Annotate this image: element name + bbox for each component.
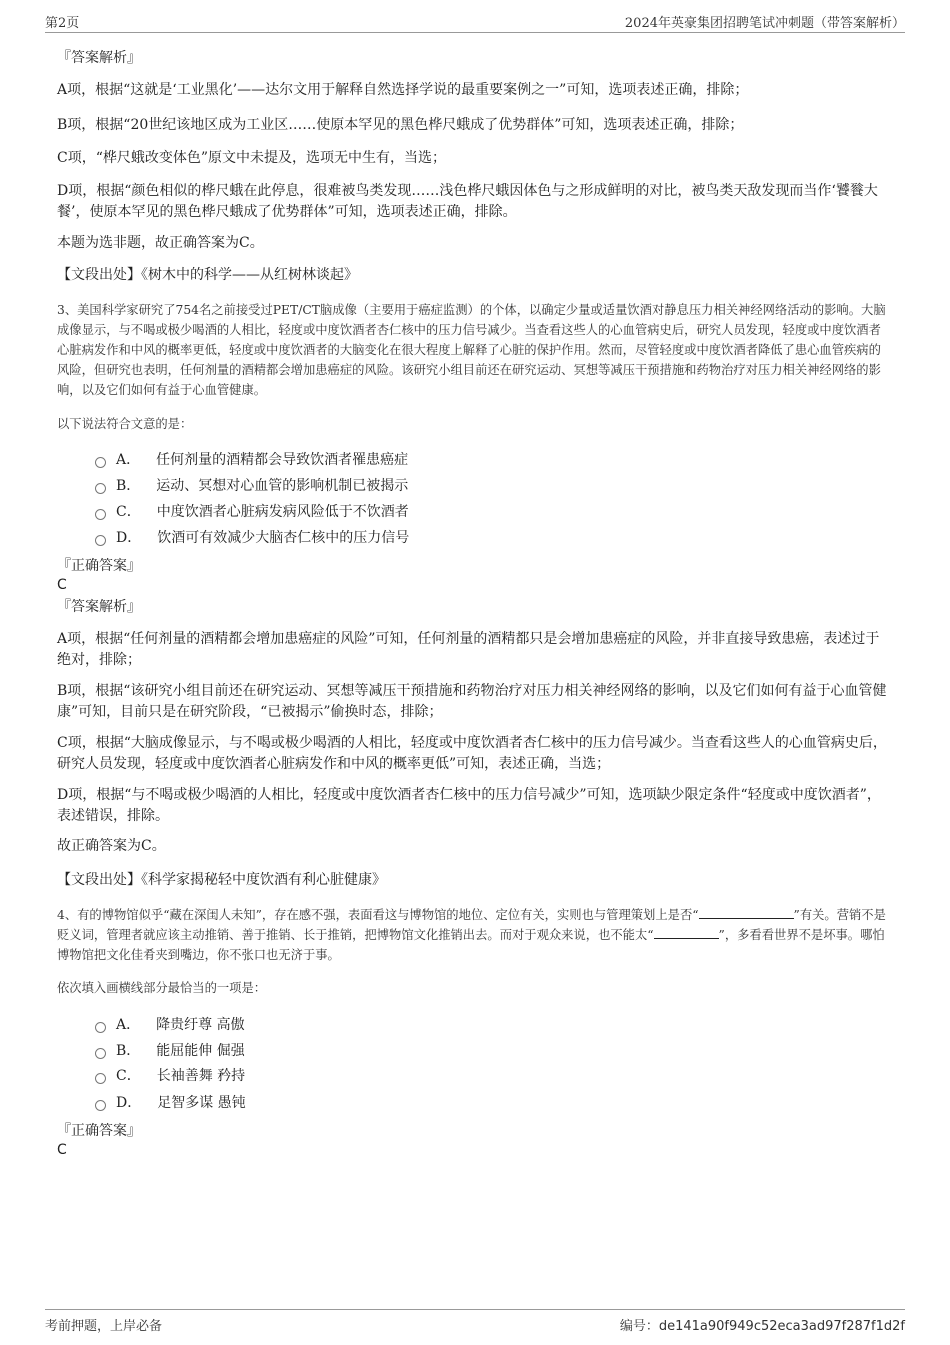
- option-text: 足智多谋 愚钝: [157, 1095, 246, 1111]
- option-letter: C．: [116, 504, 141, 520]
- q2-conclusion: 本题为选非题，故正确答案为C。: [57, 235, 264, 251]
- q3-prompt: 以下说法符合文意的是：: [57, 417, 193, 431]
- q3-analysis-a: A项，根据“任何剂量的酒精都会增加患癌症的风险”可知，任何剂量的酒精都只是会增加患癌症的风险，并非直接导致患癌，表述过于绝对，排除；: [57, 631, 880, 668]
- q4-option-b[interactable]: [95, 1041, 245, 1061]
- option-letter: A．: [116, 452, 141, 468]
- footer-id: 编号：de141a90f949c52eca3ad97f287f1d2f: [619, 1319, 905, 1334]
- option-text: 长袖善舞 矜持: [156, 1068, 246, 1084]
- fill-blank-1[interactable]: [699, 906, 794, 919]
- q2-analysis-b: B项，根据“20世纪该地区成为工业区……使原本罕见的黑色桦尺蛾成了优势群体”可知，选项表述正确，排除；: [57, 117, 744, 133]
- q3-option-b[interactable]: [95, 476, 408, 496]
- radio-icon[interactable]: [95, 535, 106, 546]
- page-footer: [45, 1309, 905, 1334]
- q4-prompt: 依次填入画横线部分最恰当的一项是：: [57, 981, 267, 995]
- radio-icon[interactable]: [95, 1048, 106, 1059]
- option-text: 任何剂量的酒精都会导致饮酒者罹患癌症: [156, 452, 409, 468]
- radio-icon[interactable]: [95, 1100, 106, 1111]
- option-text: 饮酒可有效减少大脑杏仁核中的压力信号: [157, 530, 410, 546]
- q3-answer-title: 『正确答案』: [57, 558, 141, 574]
- q3-answer: C: [57, 577, 67, 593]
- q3-passage: 3、美国科学家研究了754名之前接受过PET/CT脑成像（主要用于癌症监测）的个体，以确定少量或适量饮酒对静息压力相关神经网络活动的影响。大脑成像显示，与不喝或极少喝酒的人相比，轻度或中度饮酒者杏仁核中的压力信号减少。当查看这些人的心血管病史后，研究人员发现，轻度或中度饮酒者心脏病发作和中风的概率更低，轻度或中度饮酒者的大脑变化在很大程度上解释了心脏的保护作用。然而，尽管轻度或中度饮酒者降低了患心血管疾病的风险，但研究也表明，任何剂量的酒精都会增加患癌症的风险。该研究小组目前还在研究运动、冥想等减压干预措施和药物治疗对压力相关神经网络的影响，以及它们如何有益于心血管健康。: [57, 303, 886, 397]
- option-letter: D．: [116, 1095, 142, 1111]
- q4-option-a[interactable]: [95, 1015, 245, 1035]
- q2-analysis-a: A项，根据“这就是‘工业黑化’——达尔文用于解释自然选择学说的最重要案例之一”可知，选项表述正确，排除；: [57, 82, 749, 98]
- fill-blank-2[interactable]: [654, 926, 719, 939]
- radio-icon[interactable]: [95, 457, 106, 468]
- radio-icon[interactable]: [95, 483, 106, 494]
- radio-icon[interactable]: [95, 1073, 106, 1084]
- option-letter: A．: [116, 1017, 141, 1033]
- q4-option-c[interactable]: [95, 1066, 245, 1086]
- page-number: 第2页: [45, 16, 80, 31]
- option-text: 降贵纡尊 高傲: [156, 1017, 245, 1033]
- page-header: [45, 12, 905, 33]
- footer-code: de141a90f949c52eca3ad97f287f1d2f: [658, 1319, 905, 1334]
- radio-icon[interactable]: [95, 1022, 106, 1033]
- option-letter: C．: [116, 1068, 141, 1084]
- q4-answer-title: 『正确答案』: [57, 1123, 141, 1139]
- q3-analysis-b: B项，根据“该研究小组目前还在研究运动、冥想等减压干预措施和药物治疗对压力相关神经网络的影响，以及它们如何有益于心血管健康”可知，目前只是在研究阶段，“已被揭示”偷换时态，排除；: [57, 683, 887, 720]
- option-text: 能屈能伸 倔强: [156, 1043, 245, 1059]
- q4-answer: C: [57, 1142, 67, 1158]
- radio-icon[interactable]: [95, 509, 106, 520]
- option-letter: D．: [116, 530, 142, 546]
- q2-analysis-d: D项，根据“颜色相似的桦尺蛾在此停息，很难被鸟类发现……浅色桦尺蛾因体色与之形成鲜明的对比，被鸟类天敌发现而当作‘饕餮大餐’，使原本罕见的黑色桦尺蛾成了优势群体”可知，选项表述正确，排除。: [57, 183, 878, 220]
- q4-option-d[interactable]: [95, 1093, 246, 1113]
- document-title: 2024年英豪集团招聘笔试冲刺题（带答案解析）: [624, 16, 905, 31]
- q3-source: 【文段出处】《科学家揭秘轻中度饮酒有利心脏健康》: [57, 872, 386, 888]
- q3-analysis-title: 『答案解析』: [57, 599, 141, 615]
- option-text: 中度饮酒者心脏病发病风险低于不饮酒者: [156, 504, 409, 520]
- q2-analysis-title: 『答案解析』: [57, 50, 141, 66]
- q3-option-c[interactable]: [95, 502, 409, 522]
- q3-option-d[interactable]: [95, 528, 409, 548]
- option-letter: B．: [116, 1043, 141, 1059]
- footer-slogan: 考前押题，上岸必备: [45, 1319, 163, 1334]
- q2-analysis-c: C项，“桦尺蛾改变体色”原文中未提及，选项无中生有，当选；: [57, 150, 447, 166]
- q3-analysis-c: C项，根据“大脑成像显示，与不喝或极少喝酒的人相比，轻度或中度饮酒者杏仁核中的压力信号减少。当查看这些人的心血管病史后，研究人员发现，轻度或中度饮酒者心脏病发作和中风的概率更低”可知，表述正确，当选；: [57, 735, 887, 772]
- q4-passage: 4、有的博物馆似乎“藏在深闺人未知”，存在感不强，表面看这与博物馆的地位、定位有关，实则也与管理策划上是否“ ”有关。营销不是贬义词，管理者就应该主动推销、善于推销、长于推销，把博物馆文化推销出去。而对于观众来说，也不能太“ ”，多看看世界不是坏事。哪怕博物馆把文化佳肴夹到嘴边，你不张口也无济于事。: [57, 908, 886, 962]
- option-text: 运动、冥想对心血管的影响机制已被揭示: [156, 478, 409, 494]
- q3-conclusion: 故正确答案为C。: [57, 838, 166, 854]
- q2-source: 【文段出处】《树木中的科学——从红树林谈起》: [57, 267, 358, 283]
- q3-analysis-d: D项，根据“与不喝或极少喝酒的人相比，轻度或中度饮酒者杏仁核中的压力信号减少”可知，选项缺少限定条件“轻度或中度饮酒者”，表述错误，排除。: [57, 787, 881, 824]
- option-letter: B．: [116, 478, 141, 494]
- q3-option-a[interactable]: [95, 450, 408, 470]
